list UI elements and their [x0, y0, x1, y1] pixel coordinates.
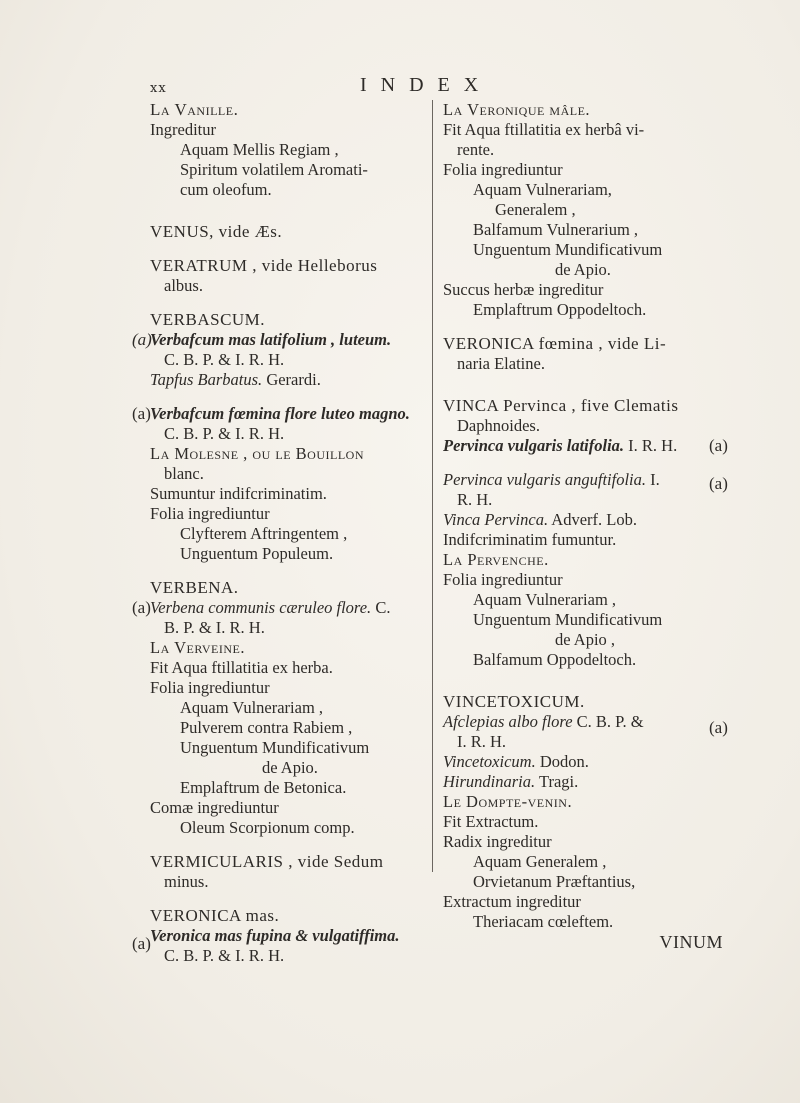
text-line: C. B. P. & I. R. H. [164, 350, 285, 369]
entry-veronique-french: La Veronique mâle. [443, 100, 591, 119]
text-line: (a) Veronica mas fupina & vulgatiffima. [132, 926, 400, 953]
text-line: C. B. P. & I. R. H. [164, 424, 285, 443]
text-line: Unguentum Mundificativum [180, 738, 370, 757]
text-line: Unguentum Populeum. [180, 544, 334, 563]
page-header [150, 74, 660, 98]
text-line: Folia ingrediuntur [150, 504, 270, 523]
margin-note: (a) [132, 404, 151, 423]
text-line: de Apio. [555, 260, 611, 279]
text-line: Aquam Generalem , [473, 852, 607, 871]
margin-note: (a) [132, 598, 151, 617]
catchword-line [443, 932, 723, 952]
text-line: albus. [164, 276, 203, 295]
text-line: Hirundinaria. Tragi. [443, 772, 579, 791]
entry-veronica-mas: VERONICA mas. [150, 906, 280, 925]
text-line: Fit Aqua ftillatitia ex herba. [150, 658, 333, 677]
right-column [443, 100, 728, 952]
left-column [132, 100, 426, 966]
text-line: Le Dompte-venin. [443, 792, 573, 811]
text-line: Emplaftrum Oppodeltoch. [473, 300, 647, 319]
text-line: cum oleofum. [180, 180, 272, 199]
text-line: La Molesne , ou le Bouillon [150, 444, 364, 463]
text-line: Pervinca vulgaris anguftifolia. I. (a) [443, 470, 728, 493]
text-line: Generalem , [495, 200, 576, 219]
text-line: (a) Verbena communis cæruleo flore. C. [132, 598, 391, 617]
margin-note: (a) [132, 934, 151, 953]
margin-note: (a) [709, 436, 728, 455]
text-line: Indifcriminatim fumuntur. [443, 530, 617, 549]
text-line: Aquam Vulnerariam, [473, 180, 612, 199]
entry-vincetoxicum: VINCETOXICUM. [443, 692, 585, 711]
text-line: Folia ingrediuntur [150, 678, 270, 697]
text-line: minus. [164, 872, 209, 891]
margin-note: (a) [709, 718, 728, 737]
text-line: de Apio , [555, 630, 616, 649]
column-divider [432, 100, 433, 872]
text-line: Aquam Vulnerariam , [473, 590, 617, 609]
text-line: Folia ingrediuntur [443, 570, 563, 589]
text-line: La Pervenche. [443, 550, 549, 569]
text-line: Balfamum Vulnerarium , [473, 220, 639, 239]
entry-veronica-foemina: VERONICA fœmina , vide Li- [443, 334, 667, 353]
text-line: R. H. [457, 490, 493, 509]
text-line: Oleum Scorpionum comp. [180, 818, 355, 837]
catchword: VINUM [659, 932, 723, 952]
entry-verbena: VERBENA. [150, 578, 239, 597]
text-line: Aquam Vulnerariam , [180, 698, 324, 717]
margin-note: (a) [709, 474, 728, 493]
text-line: Pulverem contra Rabiem , [180, 718, 353, 737]
text-line: Unguentum Mundificativum [473, 240, 663, 259]
text-line: Balfamum Oppodeltoch. [473, 650, 637, 669]
text-line: Ingreditur [150, 120, 216, 139]
text-line: Theriacam cœleftem. [473, 912, 614, 931]
page-number: ⅹⅹ [150, 80, 167, 95]
text-line: (a) Verbafcum fœmina flore luteo magno. [132, 404, 410, 423]
text-line: Radix ingreditur [443, 832, 552, 851]
entry-venus: VENUS, vide Æs. [150, 222, 283, 241]
text-line: Sumuntur indifcriminatim. [150, 484, 327, 503]
text-line: naria Elatine. [457, 354, 545, 373]
text-line: blanc. [164, 464, 204, 483]
text-line: La Verveine. [150, 638, 245, 657]
text-line: Aquam Mellis Regiam , [180, 140, 339, 159]
text-line: I. R. H. [457, 732, 507, 751]
entry-vermicularis: VERMICULARIS , vide Sedum [150, 852, 384, 871]
text-line: Orvietanum Præftantius, [473, 872, 636, 891]
text-line: Clyfterem Aftringentem , [180, 524, 348, 543]
text-line: Daphnoides. [457, 416, 540, 435]
text-line: Unguentum Mundificativum [473, 610, 663, 629]
text-line: Succus herbæ ingreditur [443, 280, 604, 299]
text-line: (a) Verbafcum mas latifolium , luteum. [132, 330, 392, 349]
text-line: Afclepias albo flore C. B. P. & (a) [443, 712, 728, 737]
text-line: Tapfus Barbatus. Gerardi. [150, 370, 321, 389]
text-line: Folia ingrediuntur [443, 160, 563, 179]
text-line: rente. [457, 140, 495, 159]
text-line: Vincetoxicum. Dodon. [443, 752, 589, 771]
running-title: INDEX [360, 74, 493, 96]
margin-note: (a) [132, 330, 152, 349]
text-line: Extractum ingreditur [443, 892, 581, 911]
text-line: B. P. & I. R. H. [164, 618, 265, 637]
text-line: de Apio. [262, 758, 318, 777]
text-line: Comæ ingrediuntur [150, 798, 279, 817]
entry-verbascum: VERBASCUM. [150, 310, 266, 329]
text-line: Vinca Pervinca. Adverf. Lob. [443, 510, 637, 529]
entry-veratrum: VERATRUM , vide Helleborus [150, 256, 378, 275]
text-line: Emplaftrum de Betonica. [180, 778, 347, 797]
text-line: C. B. P. & I. R. H. [164, 946, 285, 965]
text-line: Fit Aqua ftillatitia ex herbâ vi- [443, 120, 645, 139]
text-line: Pervinca vulgaris latifolia. I. R. H. (a) [443, 436, 728, 455]
text-line: Spiritum volatilem Aromati- [180, 160, 368, 179]
text-line: Fit Extractum. [443, 812, 539, 831]
entry-vinca: VINCA Pervinca , five Clematis [443, 396, 679, 415]
entry-vanille-french: La Vanille. [150, 100, 239, 119]
